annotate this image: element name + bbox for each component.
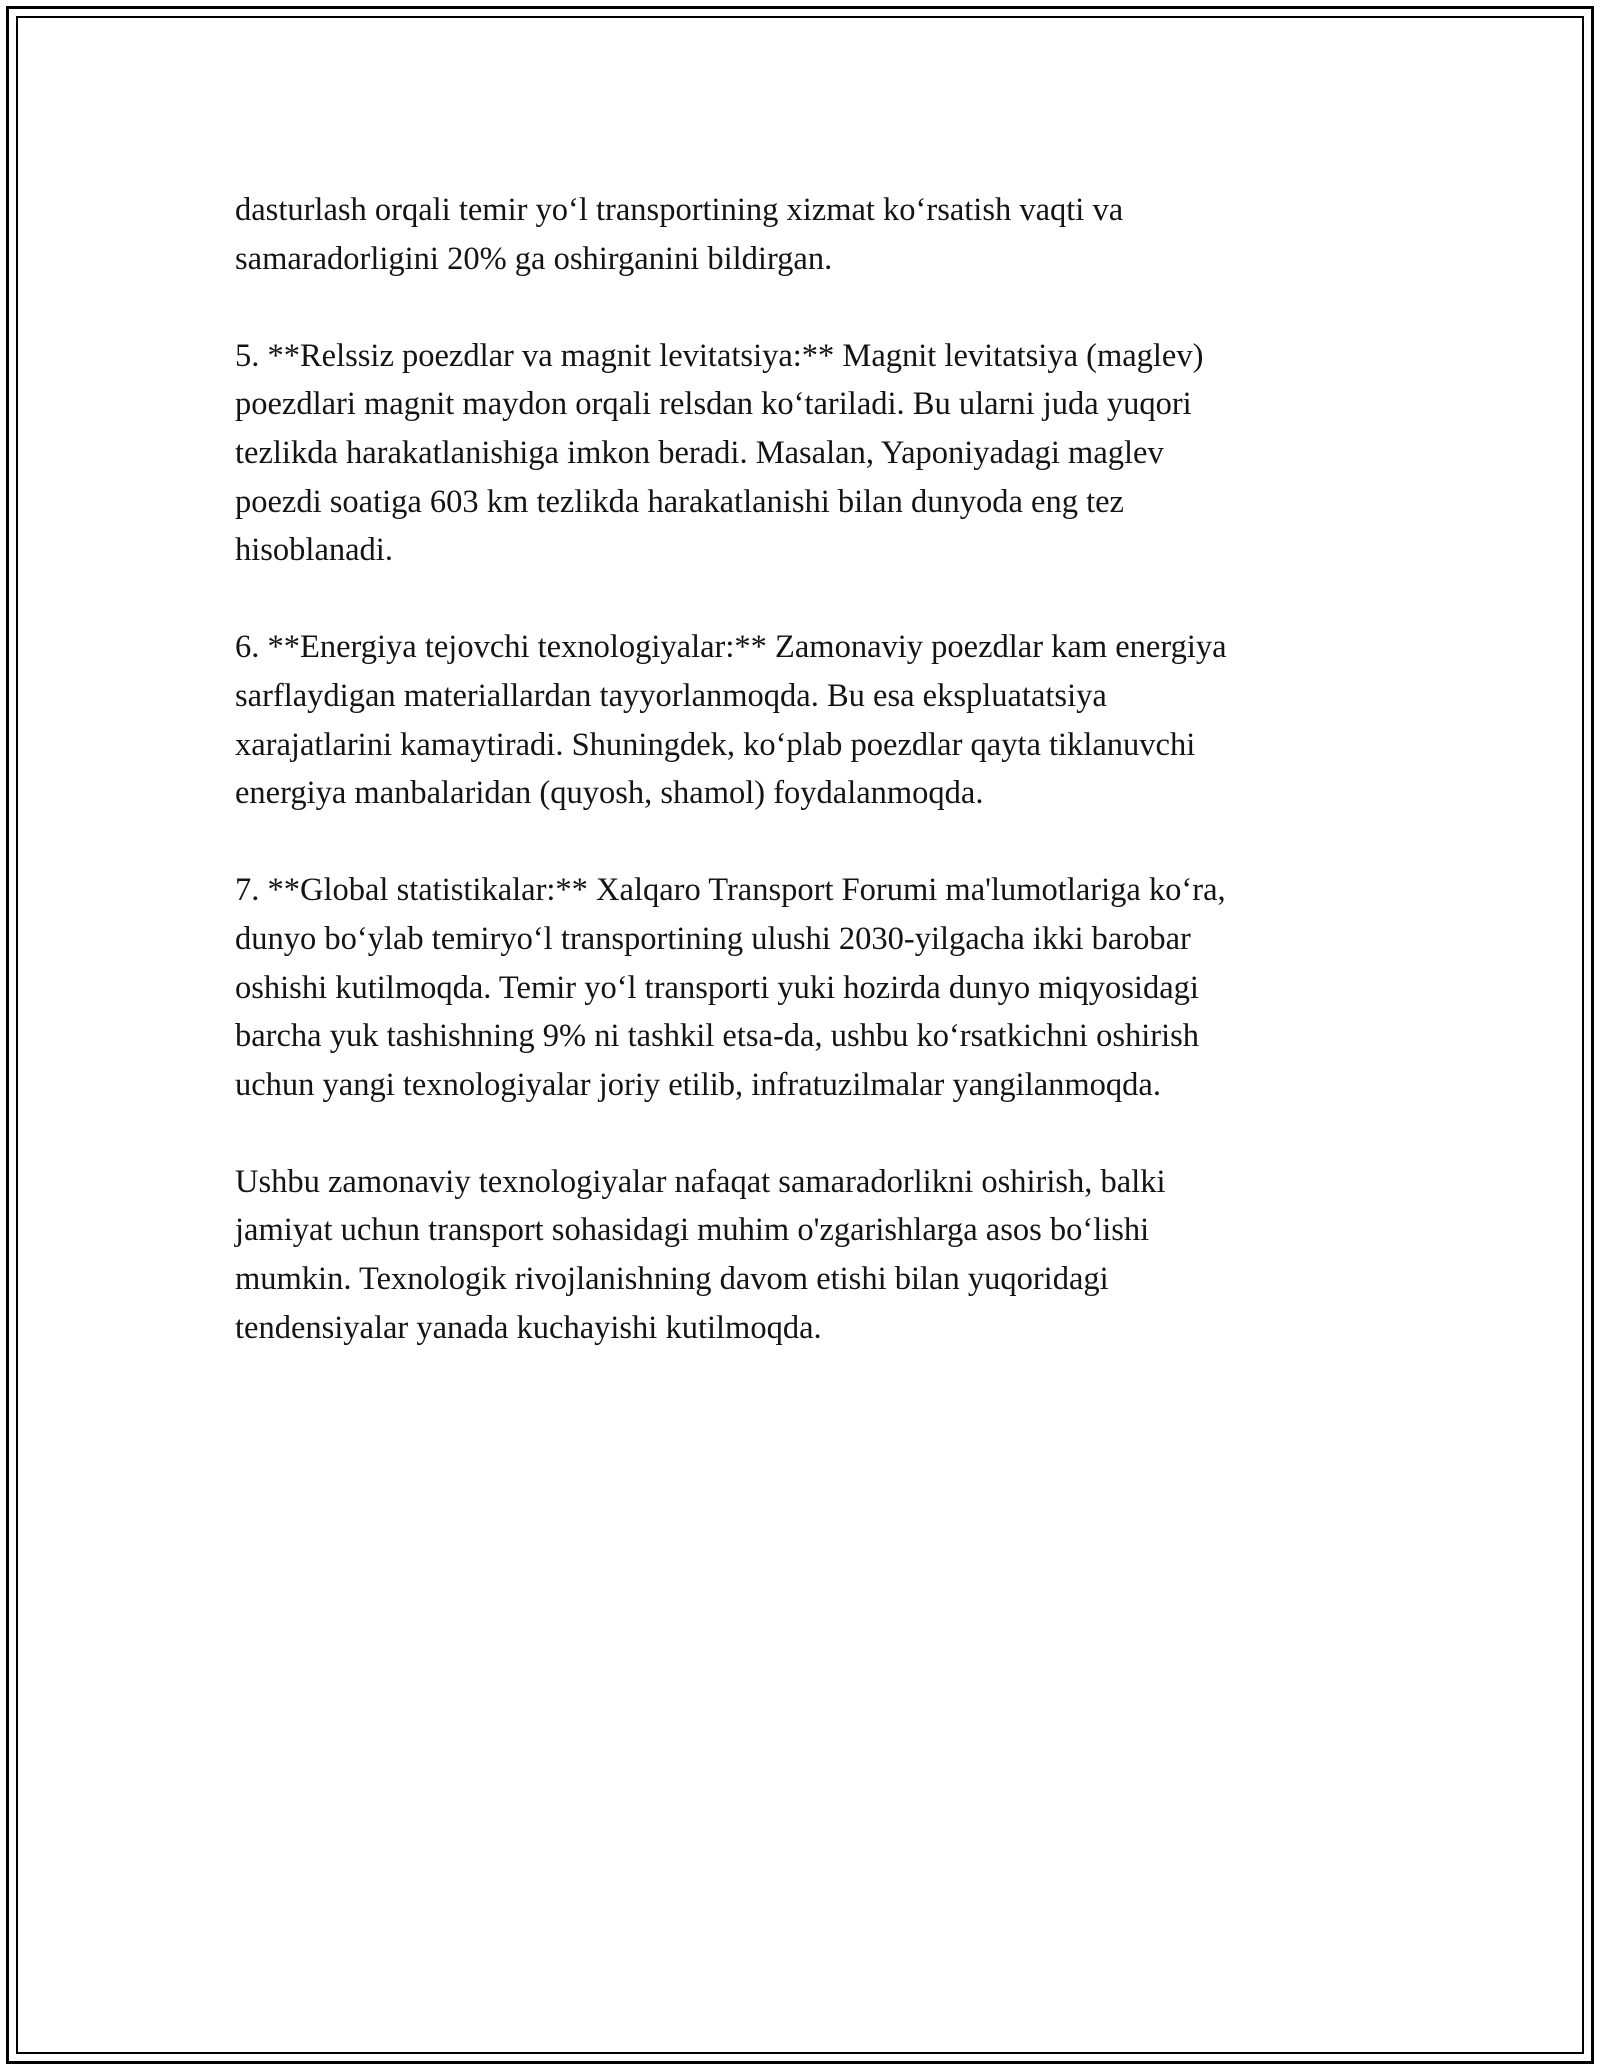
text-line: poezdlari magnit maydon orqali relsdan koʻtariladi. Bu ularni juda yuqori: [235, 386, 1192, 423]
text-line: tendensiyalar yanada kuchayishi kutilmoqda.: [235, 1309, 822, 1346]
text-line: 6. **Energiya tejovchi texnologiyalar:** Zamonaviy poezdlar kam energiya: [235, 629, 1227, 666]
text-line: Ushbu zamonaviy texnologiyalar nafaqat samaradorlikni oshirish, balki: [235, 1163, 1166, 1200]
text-line: energiya manbalaridan (quyosh, shamol) foydalanmoqda.: [235, 775, 984, 812]
text-line: jamiyat uchun transport sohasidagi muhim o'zgarishlarga asos boʻlishi: [235, 1212, 1150, 1249]
paragraph-conclusion: [235, 1158, 1375, 1352]
text-line: tezlikda harakatlanishiga imkon beradi. Masalan, Yaponiyadagi maglev: [235, 434, 1164, 471]
text-line: hisoblanadi.: [235, 532, 393, 569]
text-line: dasturlash orqali temir yoʻl transportining xizmat koʻrsatish vaqti va: [235, 192, 1124, 228]
text-line: poezdi soatiga 603 km tezlikda harakatlanishi bilan dunyoda eng tez: [235, 483, 1124, 520]
text-line: uchun yangi texnologiyalar joriy etilib, infratuzilmalar yangilanmoqda.: [235, 1066, 1161, 1103]
text-line: barcha yuk tashishning 9% ni tashkil etsa-da, ushbu koʻrsatkichni oshirish: [235, 1018, 1200, 1055]
paragraph-item-7-statistics: [235, 866, 1375, 1109]
text-line: oshishi kutilmoqda. Temir yoʻl transporti yuki hozirda dunyo miqyosidagi: [235, 969, 1199, 1006]
text-line: 7. **Global statistikalar:** Xalqaro Transport Forumi ma'lumotlariga koʻra,: [235, 872, 1226, 909]
paragraph-continuation: [235, 186, 1375, 283]
paragraph-item-6-energy: [235, 623, 1375, 817]
text-line: 5. **Relssiz poezdlar va magnit levitatsiya:** Magnit levitatsiya (maglev): [235, 337, 1204, 374]
document-body: [235, 186, 1375, 1352]
text-line: samaradorligini 20% ga oshirganini bildirgan.: [235, 240, 833, 277]
text-line: sarflaydigan materiallardan tayyorlanmoqda. Bu esa ekspluatatsiya: [235, 677, 1107, 714]
text-line: mumkin. Texnologik rivojlanishning davom etishi bilan yuqoridagi: [235, 1261, 1109, 1298]
text-line: dunyo boʻylab temiryoʻl transportining ulushi 2030-yilgacha ikki barobar: [235, 920, 1191, 957]
paragraph-item-5-maglev: [235, 332, 1375, 575]
text-line: xarajatlarini kamaytiradi. Shuningdek, koʻplab poezdlar qayta tiklanuvchi: [235, 726, 1196, 763]
